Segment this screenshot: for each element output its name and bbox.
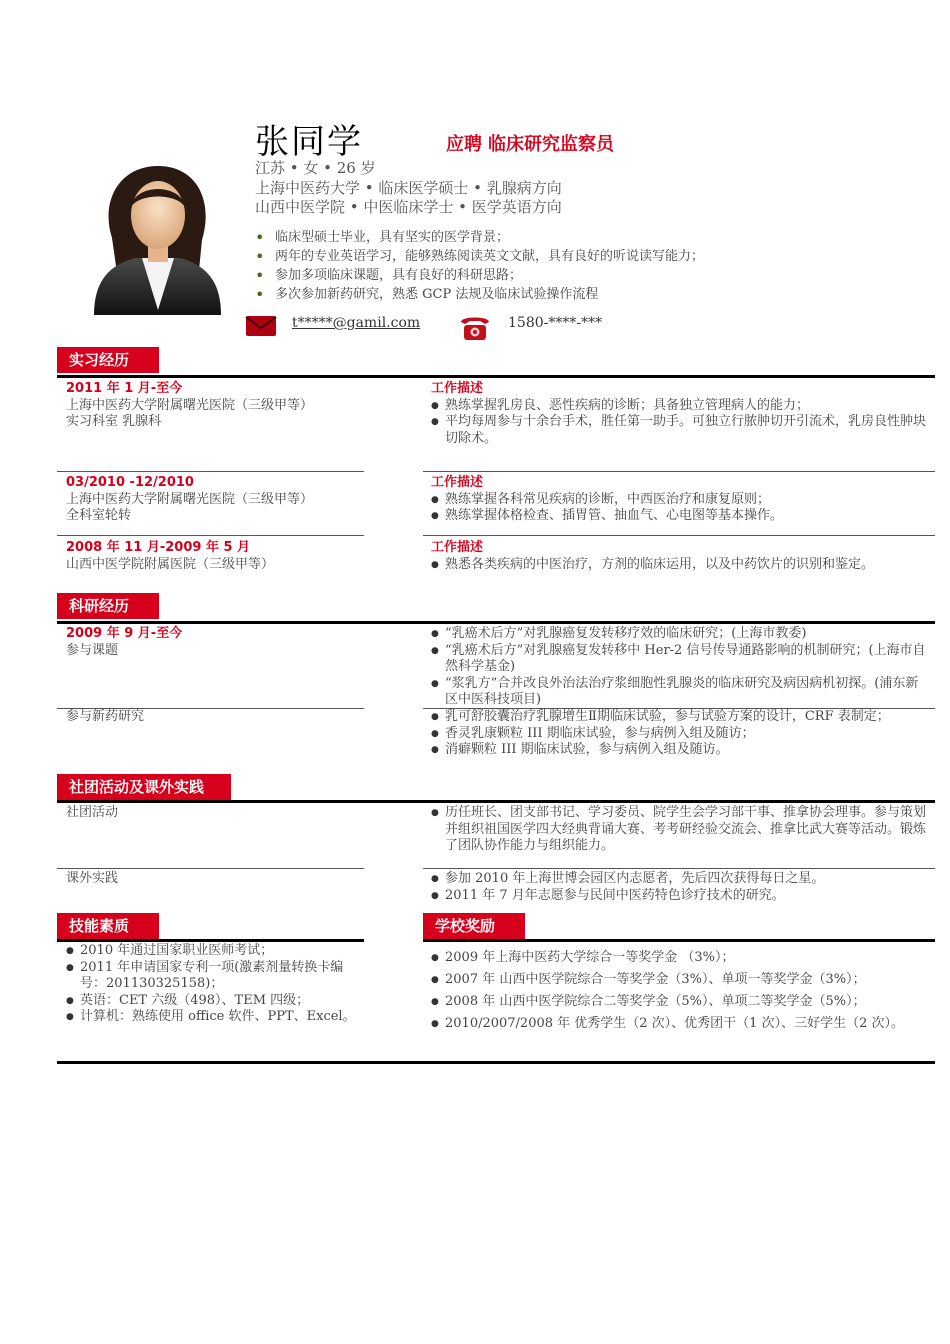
entry-date: 03/2010 -12/2010 (66, 475, 194, 490)
award-item: ● 2008 年 山西中医学院综合二等奖学金（5%）、单项二等奖学金（5%）； (431, 991, 935, 1013)
desc-item: ● 熟练掌握体格检查、插胃管、抽血气、心电图等基本操作。 (431, 508, 931, 525)
job-application (446, 130, 614, 156)
research-item: ● “浆乳方”合并改良外治法治疗浆细胞性乳腺炎的临床研究及病因病机初探。(浦东新区中医科技项目) (431, 676, 931, 709)
award-item: ● 2010/2007/2008 年 优秀学生（2 次）、优秀团干（1 次）、三好学生（2 次）。 (431, 1013, 935, 1035)
mail-icon (245, 314, 277, 338)
research-item: ● 香灵乳康颗粒 III 期临床试验，参与病例入组及随访； (431, 726, 931, 743)
section-awards-title: 学校奖励 (423, 913, 525, 939)
internship-desc-1 (431, 381, 931, 447)
highlight-item: • 多次参加新药研究，熟悉 GCP 法规及临床试验操作流程 (255, 285, 775, 304)
awards-list (431, 947, 935, 1035)
entry-label: 课外实践 (66, 871, 119, 886)
desc-item: ● 熟练掌握乳房良、恶性疾病的诊断；具备独立管理病人的能力； (431, 398, 931, 415)
divider (423, 471, 935, 472)
entry-department: 实习科室 乳腺科 (66, 414, 162, 429)
research-entry-2 (66, 709, 396, 726)
section-rule (57, 621, 935, 624)
desc-item: ● 熟练掌握各科常见疾病的诊断，中西医治疗和康复原则； (431, 492, 931, 509)
section-rule (57, 939, 364, 942)
divider (57, 535, 364, 536)
activity-item: ● 参加 2010 年上海世博会园区内志愿者，先后四次获得每日之星。 (431, 871, 931, 888)
phone-number: 1580-****-*** (508, 315, 603, 331)
internship-desc-3 (431, 540, 931, 573)
education-bachelor: 山西中医学院 • 中医临床学士 • 医学英语方向 (255, 198, 562, 216)
internship-entry-1 (66, 381, 396, 431)
award-item: ● 2007 年 山西中医学院综合一等奖学金（3%）、单项一等奖学金（3%）； (431, 969, 935, 991)
research-item: ● “乳癌术后方”对乳腺癌复发转移疗效的临床研究；(上海市教委) (431, 626, 931, 643)
entry-date: 2008 年 11 月-2009 年 5 月 (66, 540, 251, 555)
email-link[interactable]: t*****@gamil.com (292, 315, 421, 331)
highlight-item: • 两年的专业英语学习，能够熟练阅读英文文献，具有良好的听说读写能力； (255, 247, 775, 266)
entry-hospital: 上海中医药大学附属曙光医院（三级甲等） (66, 491, 314, 507)
entry-date: 2011 年 1 月-至今 (66, 381, 183, 396)
phone-icon (458, 312, 492, 342)
highlights-list (255, 228, 775, 304)
activity-entry-1 (66, 805, 396, 822)
entry-label: 参与新药研究 (66, 709, 145, 724)
personal-info: 江苏 • 女 • 26 岁 (255, 159, 376, 177)
divider (57, 868, 364, 869)
skill-item: ● 2010 年通过国家职业医师考试； (66, 943, 366, 960)
entry-label: 参与课题 (66, 642, 119, 658)
section-activities-title: 社团活动及课外实践 (57, 774, 231, 800)
activity-entry-2 (66, 871, 396, 888)
activity-items-1 (431, 805, 931, 855)
skill-item: ● 英语：CET 六级（498）、TEM 四级； (66, 993, 366, 1010)
desc-item: ● 平均每周参与十余台手术，胜任第一助手。可独立行脓肿切开引流术，乳房良性肿块切除术。 (431, 414, 931, 447)
education-master: 上海中医药大学 • 临床医学硕士 • 乳腺病方向 (255, 179, 562, 197)
skill-item: ● 计算机：熟练使用 office 软件、PPT、Excel。 (66, 1009, 366, 1026)
research-item: ● 消癖颗粒 III 期临床试验，参与病例入组及随访。 (431, 742, 931, 759)
award-item: ● 2009 年上海中医药大学综合一等奖学金 （3%）； (431, 947, 935, 969)
research-item: ● 乳可舒胶囊治疗乳腺增生Ⅱ期临床试验，参与试验方案的设计，CRF 表制定； (431, 709, 931, 726)
entry-date: 2009 年 9 月-至今 (66, 626, 183, 641)
desc-title: 工作描述 (431, 475, 484, 490)
highlight-item: • 参加多项临床课题，具有良好的科研思路； (255, 266, 775, 285)
divider (423, 535, 935, 536)
apply-role: 临床研究监察员 (488, 134, 614, 155)
section-skills-title: 技能素质 (57, 913, 159, 939)
footer-rule (57, 1061, 935, 1064)
internship-entry-2 (66, 475, 396, 525)
divider (423, 868, 935, 869)
section-rule (423, 939, 935, 942)
activity-item: ● 历任班长、团支部书记、学习委员、院学生会学习部干事、推拿协会理事。参与策划并组织祖国医学四大经典背诵大赛、考考研经验交流会、推拿比武大赛等活动。锻炼了团队协作能力与组织能力。 (431, 805, 931, 855)
entry-department: 全科室轮转 (66, 508, 132, 523)
activity-item: ● 2011 年 7 月年志愿参与民间中医药特色诊疗技术的研究。 (431, 888, 931, 905)
activity-items-2 (431, 871, 931, 904)
apply-label: 应聘 (446, 134, 482, 155)
skills-list (66, 943, 366, 1026)
skill-item: ● 2011 年申请国家专利一项(激素剂量转换卡编号：201130325158)； (66, 960, 366, 993)
section-research-title: 科研经历 (57, 593, 159, 619)
research-items-2 (431, 709, 931, 759)
research-entry-1 (66, 626, 396, 659)
research-item: ● “乳癌术后方”对乳腺癌复发转移中 Her-2 信号传导通路影响的机制研究；(上海市自然科学基金) (431, 643, 931, 676)
candidate-name: 张同学 (255, 122, 363, 162)
desc-title: 工作描述 (431, 540, 484, 555)
internship-desc-2 (431, 475, 931, 525)
research-items-1 (431, 626, 931, 709)
entry-hospital: 山西中医学院附属医院（三级甲等） (66, 556, 275, 572)
entry-label: 社团活动 (66, 805, 119, 820)
section-rule (57, 800, 935, 803)
section-rule (57, 375, 935, 378)
divider (57, 471, 364, 472)
desc-title: 工作描述 (431, 381, 484, 396)
section-internship-title: 实习经历 (57, 347, 159, 373)
avatar (90, 160, 225, 315)
entry-hospital: 上海中医药大学附属曙光医院（三级甲等） (66, 397, 314, 413)
highlight-item: • 临床型硕士毕业，具有坚实的医学背景； (255, 228, 775, 247)
internship-entry-3 (66, 540, 396, 573)
desc-item: ● 熟悉各类疾病的中医治疗，方剂的临床运用，以及中药饮片的识别和鉴定。 (431, 557, 931, 574)
